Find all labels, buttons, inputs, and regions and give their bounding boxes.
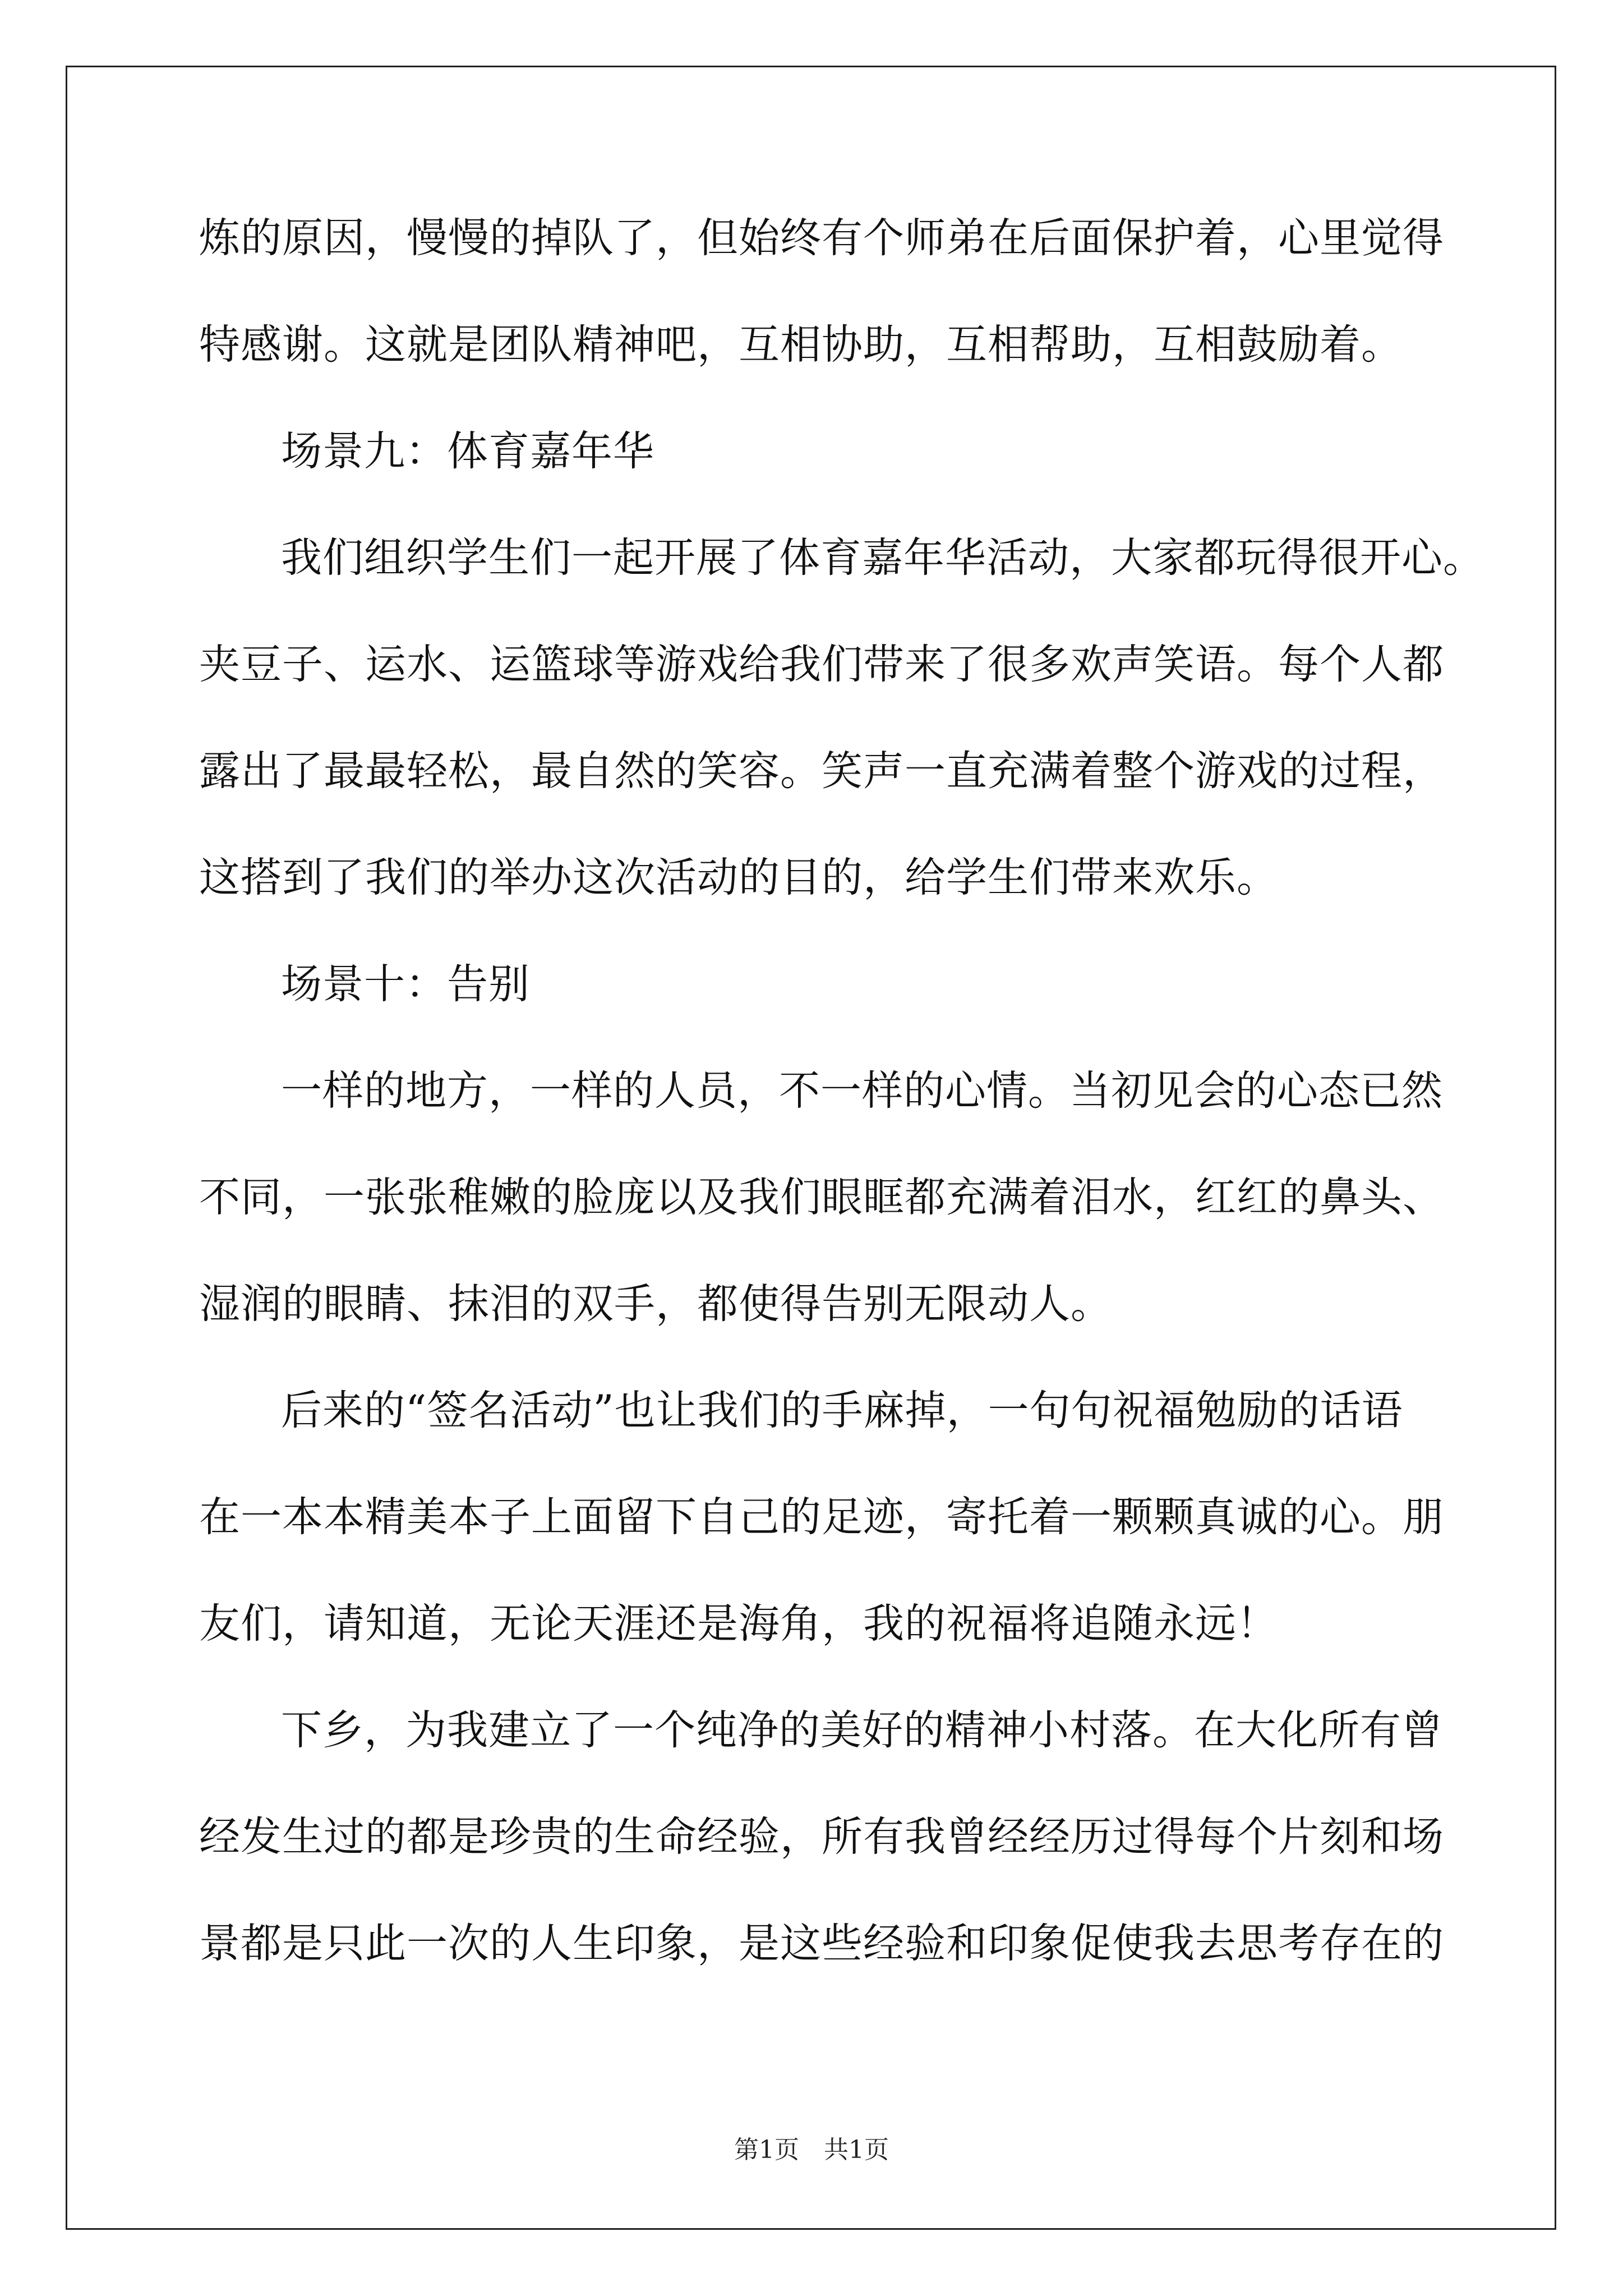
text-line-11: 湿润的眼睛、抹泪的双手，都使得告别无限动人。 (199, 1280, 1112, 1328)
text-line-5: 夹豆子、运水、运篮球等游戏给我们带来了很多欢声笑语。每个人都 (199, 641, 1444, 688)
text-line-15: 下乡，为我建立了一个纯净的美好的精神小村落。在大化所有曾 (281, 1706, 1443, 1754)
text-line-12: 后来的“签名活动”也让我们的手麻掉，一句句祝福勉励的话语 (281, 1387, 1403, 1434)
text-line-9: 一样的地方，一样的人员，不一样的心情。当初见会的心态已然 (281, 1067, 1443, 1115)
text-line-10: 不同，一张张稚嫩的脸庞以及我们眼眶都充满着泪水，红红的鼻头、 (199, 1174, 1444, 1221)
text-line-1: 炼的原因，慢慢的掉队了，但始终有个师弟在后面保护着，心里觉得 (199, 214, 1444, 262)
text-line-16: 经发生过的都是珍贵的生命经验，所有我曾经经历过得每个片刻和场 (199, 1813, 1444, 1861)
section-heading-10: 场景十：告别 (281, 960, 530, 1008)
section-heading-9: 场景九：体育嘉年华 (281, 427, 654, 475)
page-number-footer: 第1页 共1页 (734, 2136, 889, 2164)
page-border (66, 66, 1556, 2230)
text-line-13: 在一本本精美本子上面留下自己的足迹，寄托着一颗颗真诚的心。朋 (199, 1493, 1444, 1541)
text-line-6: 露出了最最轻松，最自然的笑容。笑声一直充满着整个游戏的过程， (199, 747, 1444, 795)
text-line-7: 这搭到了我们的举办这次活动的目的，给学生们带来欢乐。 (199, 854, 1278, 901)
text-line-14: 友们，请知道，无论天涯还是海角，我的祝福将追随永远！ (199, 1600, 1278, 1648)
text-line-17: 景都是只此一次的人生印象，是这些经验和印象促使我去思考存在的 (199, 1920, 1444, 1967)
text-line-2: 特感谢。这就是团队精神吧，互相协助，互相帮助，互相鼓励着。 (199, 321, 1403, 369)
text-line-4: 我们组织学生们一起开展了体育嘉年华活动，大家都玩得很开心。 (281, 534, 1484, 582)
